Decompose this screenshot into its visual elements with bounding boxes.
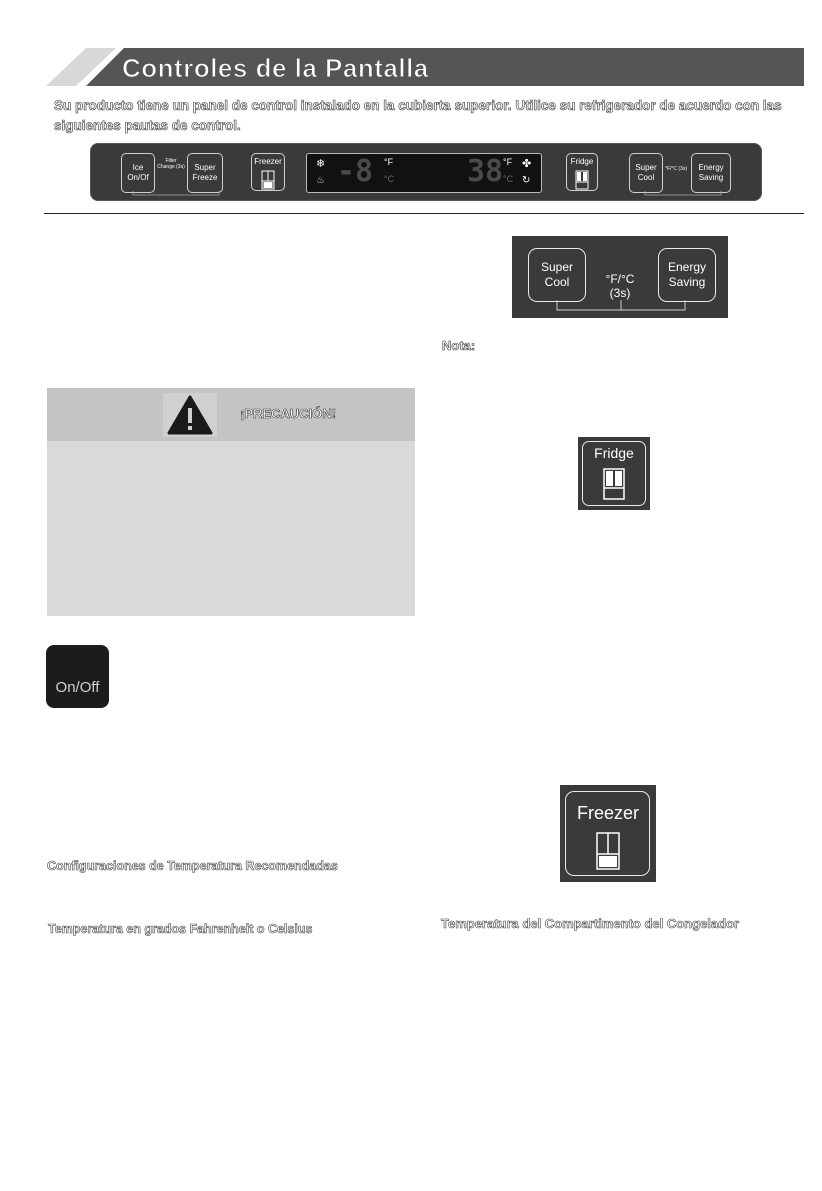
freezer-button-image [560,785,656,882]
big-energy-saving-button: Energy Saving [658,248,716,302]
fridge-button[interactable] [566,153,598,191]
freezer-image-label: Freezer [576,803,639,823]
unit-toggle-label: °F/°C (3s) [664,166,688,172]
freezer-unit-c: °C [384,174,395,184]
fahrenheit-celsius-heading: Temperatura en grados Fahrenheit o Celsius [48,922,313,936]
caution-header [47,388,415,441]
control-panel [90,143,762,201]
fridge-temp-readout: 38 [467,154,504,189]
caution-title: ¡PRECAUCIÓN! [240,406,337,421]
freezer-temp-readout: -8 [337,154,374,189]
energy-leaf-icon: ↻ [522,175,531,186]
fridge-image-label: Fridge [594,445,634,461]
ice-on-off-button[interactable]: Ice On/Of [121,153,155,193]
warning-icon [163,393,217,437]
freezer-button-label: Freezer [254,157,282,166]
temperature-display [306,153,542,193]
ice-cup-icon: ♨ [316,175,325,186]
recommended-settings-heading: Configuraciones de Temperatura Recomendadas [47,859,338,873]
energy-saving-button[interactable]: Energy Saving [691,153,731,193]
fridge-button-image [578,437,650,510]
fridge-unit-c: °C [503,174,514,184]
fridge-button-label: Fridge [570,157,594,166]
page-title: Controles de la Pantalla [122,53,429,83]
panel-bracket-right [643,191,723,197]
panel-bracket-left [131,191,221,197]
super-freeze-button[interactable]: Super Freeze [187,153,223,193]
super-cool-panel-image [512,236,728,318]
intro-text: Su producto tiene un panel de control instalado en la cubierta superior. Utilice su refrigerador de acuerdo con las siguientes pautas de control. [54,98,782,133]
fridge-unit-f: °F [503,157,513,167]
fan-icon: ✤ [522,158,532,170]
on-off-label: On/Off [55,679,100,696]
filter-change-label: Filter Change (3s) [157,158,185,170]
big-unit-toggle-label: °F/°C (3s) [605,272,635,300]
big-panel-bracket [556,300,686,312]
on-off-button-image [46,645,109,708]
note-label: Nota: [442,338,476,353]
freezer-button[interactable] [251,153,285,191]
freezer-door-icon [261,170,275,190]
freezer-image-door-icon [596,832,620,870]
fridge-image-door-icon [603,468,625,500]
section-divider [44,213,804,214]
fridge-door-icon [575,170,589,190]
snowflake-icon: ❄ [316,158,326,170]
big-super-cool-button: Super Cool [528,248,586,302]
super-cool-button[interactable]: Super Cool [629,153,663,193]
freezer-unit-f: °F [384,157,394,167]
freezer-temp-heading: Temperatura del Compartimento del Congelador [441,916,740,931]
